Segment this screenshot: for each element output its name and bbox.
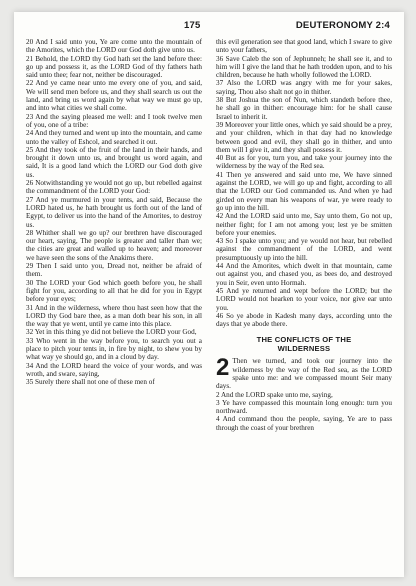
page-number: 175 [184, 20, 201, 31]
verse: 38 But Joshua the son of Nun, which standeth before thee, he shall go in thither: encourage him: for he shall cause Israel to inherit it. [216, 96, 392, 121]
verse: 4 And command thou the people, saying, Ye are to pass through the coast of your brethren [216, 415, 392, 432]
section-heading-line1: THE CONFLICTS OF THE [256, 335, 352, 345]
right-column-verses [216, 38, 392, 328]
text-columns [26, 38, 392, 568]
verse: 43 So I spake unto you; and ye would not hear, but rebelled against the commandment of the LORD, and went presumptuously up into the hill. [216, 237, 392, 262]
verse: 36 Save Caleb the son of Jephunneh; he shall see it, and to him will I give the land that he hath trodden upon, and to his children, because he hath wholly followed the LORD. [216, 54, 392, 80]
verse: 30 The LORD your God which goeth before you, he shall fight for you, according to all that he did for you in Egypt before your eyes; [26, 278, 202, 304]
chapter-number: 2 [216, 354, 230, 382]
bible-page [14, 12, 404, 577]
verse: 20 And I said unto you, Ye are come unto the mountain of the Amorites, which the LORD our God doth give unto us. [26, 38, 202, 55]
verse: 25 And they took of the fruit of the land in their hands, and brought it down unto us, and brought us word again, and said, It is a good land which the LORD our God doth give us. [26, 145, 202, 179]
chapter-first-verse: Then we turned, and took our journey into the wilderness by the way of the Red sea, as the LORD spake unto me: and we compassed mount Seir many days. [216, 357, 392, 391]
right-column [216, 38, 392, 568]
verse: 3 Ye have compassed this mountain long enough: turn you northward. [216, 398, 392, 416]
verse: this evil generation see that good land, which I sware to give unto your fathers, [216, 38, 392, 55]
verse: 29 Then I said unto you, Dread not, neither be afraid of them. [26, 262, 202, 279]
verse: 22 And ye came near unto me every one of you, and said, We will send men before us, and they shall search us out the land, and bring us word again by what way we must go up, and into what cities we shall come. [26, 79, 202, 113]
verse: 46 So ye abode in Kadesh many days, according unto the days that ye abode there. [216, 311, 392, 329]
verse: 23 And the saying pleased me well: and I took twelve men of you, one of a tribe: [26, 112, 202, 129]
verse: 41 Then ye answered and said unto me, We have sinned against the LORD, we will go up and fight, according to all that the LORD our God commanded us. And when ye had girded on every man his weapons of war, ye were ready to go up into the hill. [216, 170, 392, 212]
verse: 34 And the LORD heard the voice of your words, and was wroth, and sware, saying, [26, 361, 202, 378]
verse: 32 Yet in this thing ye did not believe the LORD your God, [26, 328, 197, 337]
verse: 24 And they turned and went up into the mountain, and came unto the valley of Eshcol, and searched it out. [26, 129, 202, 146]
verse: 2 And the LORD spake unto me, saying, [216, 390, 333, 399]
verse: 21 Behold, the LORD thy God hath set the land before thee: go up and possess it, as the LORD God of thy fathers hath said unto thee; fear not, neither be discouraged. [26, 54, 202, 80]
left-column [26, 38, 202, 568]
chapter-verses [216, 391, 392, 432]
verse: 39 Moreover your little ones, which ye said should be a prey, and your children, which in that day had no knowledge between good and evil, they shall go in thither, and unto them will I give it, and they shall possess it. [216, 120, 392, 154]
verse: 27 And ye murmured in your tents, and said, Because the LORD hated us, he hath brought us forth out of the land of Egypt, to deliver us into the hand of the Amorites, to destroy us. [26, 195, 202, 229]
verse: 40 But as for you, turn you, and take your journey into the wilderness by the way of the Red sea. [216, 154, 392, 171]
verse: 42 And the LORD said unto me, Say unto them, Go not up, neither fight; for I am not among you; lest ye be smitten before your enemies. [216, 212, 392, 237]
verse: 35 Surely there shall not one of these men of [26, 378, 155, 387]
verse: 44 And the Amorites, which dwelt in that mountain, came out against you, and chased you, as bees do, and destroyed you in Seir, even unto Hormah. [216, 262, 392, 287]
verse: 45 And ye returned and wept before the LORD; but the LORD would not hearken to your voice, nor give ear unto you. [216, 286, 392, 312]
verse: 26 Notwithstanding ye would not go up, but rebelled against the commandment of the LORD your God: [26, 179, 202, 196]
verse: 33 Who went in the way before you, to search you out a place to pitch your tents in, in fire by night, to shew you by what way ye should go, and in a cloud by day. [26, 336, 202, 362]
section-heading-line2: WILDERNESS [277, 344, 331, 354]
chapter-opening [216, 354, 392, 391]
section-heading [216, 335, 392, 353]
verse: 31 And in the wilderness, where thou hast seen how that the LORD thy God bare thee, as a man doth bear his son, in all the way that ye went, until ye came into this place. [26, 303, 202, 329]
verse: 37 Also the LORD was angry with me for your sakes, saying, Thou also shalt not go in thither. [216, 79, 392, 96]
running-head: DEUTERONOMY 2:4 [295, 20, 390, 31]
verse: 28 Whither shall we go up? our brethren have discouraged our heart, saying, The people is greater and taller than we; the cities are great and walled up to heaven; and moreover we have seen the sons of the Anakims there. [26, 228, 202, 262]
page-header [14, 20, 404, 34]
